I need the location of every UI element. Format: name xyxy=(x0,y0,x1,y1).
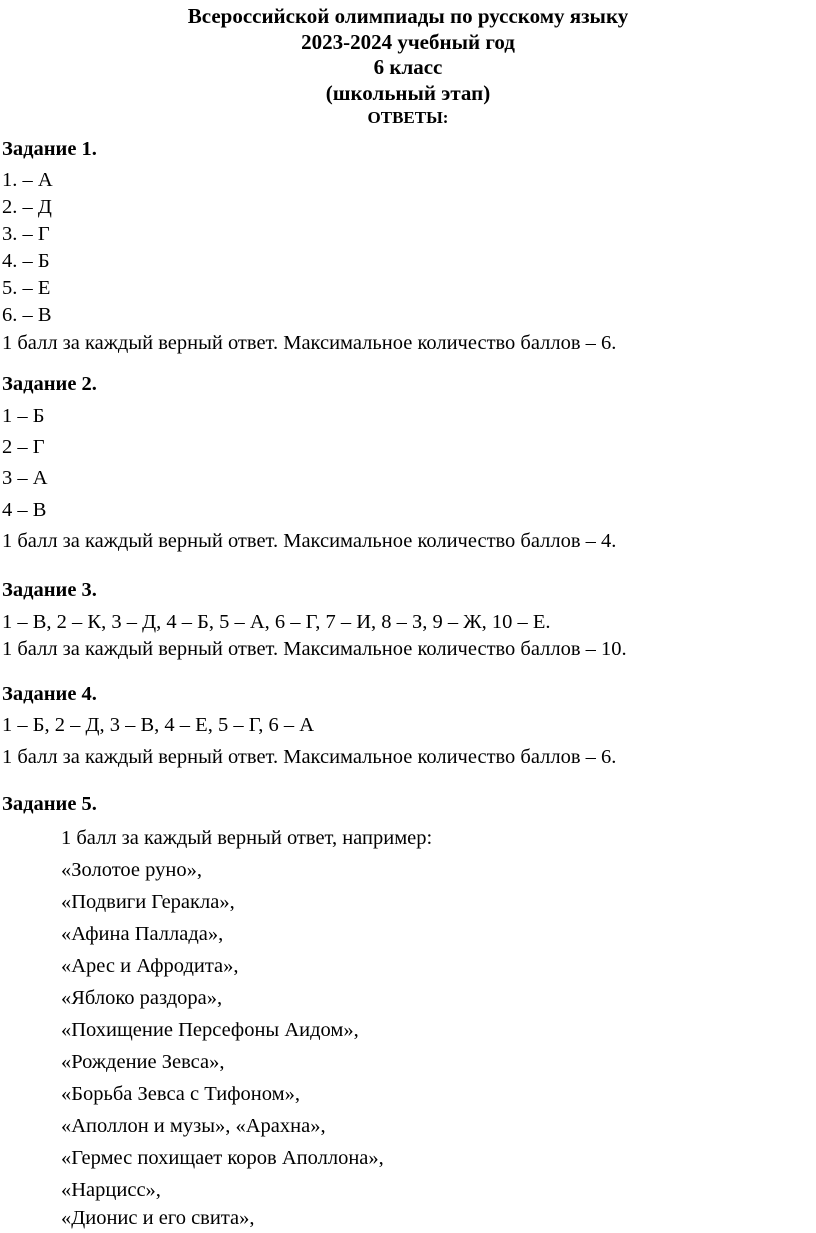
task2-answer-1: 1 – Б xyxy=(2,405,45,427)
task5-intro: 1 балл за каждый верный ответ, например: xyxy=(61,827,433,849)
task5-example-1: «Золотое руно», xyxy=(61,859,202,881)
task5-example-10: «Гермес похищает коров Аполлона», xyxy=(61,1147,384,1169)
task3-title: Задание 3. xyxy=(2,579,97,601)
task5-example-2: «Подвиги Геракла», xyxy=(61,891,235,913)
task5-example-5: «Яблоко раздора», xyxy=(61,987,223,1009)
task1-scoring: 1 балл за каждый верный ответ. Максимальное количество баллов – 6. xyxy=(2,332,617,354)
task5-example-11: «Нарцисс», xyxy=(61,1179,161,1201)
header-olympiad-title: Всероссийской олимпиады по русскому языку xyxy=(187,4,629,28)
task4-answers: 1 – Б, 2 – Д, 3 – В, 4 – Е, 5 – Г, 6 – А xyxy=(2,714,315,736)
task5-example-6: «Похищение Персефоны Аидом», xyxy=(61,1019,359,1041)
task5-example-8: «Борьба Зевса с Тифоном», xyxy=(61,1083,300,1105)
task1-title: Задание 1. xyxy=(2,138,97,160)
task5-example-12: «Дионис и его свита», xyxy=(61,1207,255,1229)
header-grade: 6 класс xyxy=(373,55,443,79)
header-answers-label: ОТВЕТЫ: xyxy=(367,108,449,127)
task5-title: Задание 5. xyxy=(2,793,97,815)
task1-answer-5: 5. – Е xyxy=(2,277,51,299)
task1-answer-2: 2. – Д xyxy=(2,196,52,218)
task2-answer-2: 2 – Г xyxy=(2,436,45,458)
task1-answer-3: 3. – Г xyxy=(2,223,50,245)
task3-scoring: 1 балл за каждый верный ответ. Максимальное количество баллов – 10. xyxy=(2,638,627,660)
task5-example-4: «Арес и Афродита», xyxy=(61,955,239,977)
task1-answer-6: 6. – В xyxy=(2,304,52,326)
task4-title: Задание 4. xyxy=(2,683,97,705)
task2-answer-3: 3 – А xyxy=(2,467,48,489)
task4-scoring: 1 балл за каждый верный ответ. Максимальное количество баллов – 6. xyxy=(2,746,617,768)
task2-title: Задание 2. xyxy=(2,373,97,395)
task5-example-7: «Рождение Зевса», xyxy=(61,1051,225,1073)
task1-answer-1: 1. – А xyxy=(2,169,53,191)
task2-scoring: 1 балл за каждый верный ответ. Максимальное количество баллов – 4. xyxy=(2,530,617,552)
header-stage: (школьный этап) xyxy=(325,80,491,105)
document-header xyxy=(0,4,816,129)
task5-example-3: «Афина Паллада», xyxy=(61,923,224,945)
task5-example-9: «Аполлон и музы», «Арахна», xyxy=(61,1115,326,1137)
header-school-year: 2023-2024 учебный год xyxy=(301,29,515,54)
task3-answers: 1 – В, 2 – К, 3 – Д, 4 – Б, 5 – А, 6 – Г, 7 – И, 8 – З, 9 – Ж, 10 – Е. xyxy=(2,611,551,633)
task2-answer-4: 4 – В xyxy=(2,499,47,521)
task1-answer-4: 4. – Б xyxy=(2,250,50,272)
